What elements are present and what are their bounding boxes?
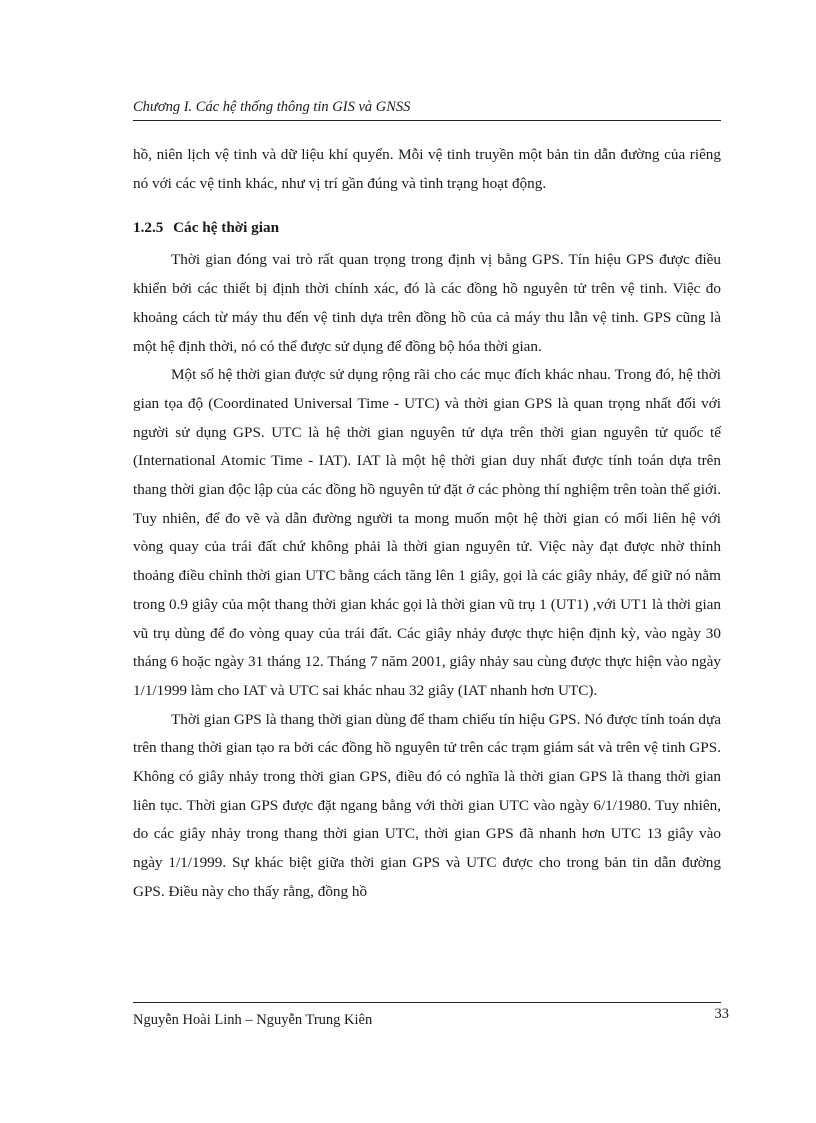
page-footer [133,1002,729,1033]
page-number: 33 [714,1006,729,1022]
running-header-title: Chương I. Các hệ thống thông tin GIS và GNSS [133,99,411,115]
paragraph: Thời gian GPS là thang thời gian dùng để tham chiếu tín hiệu GPS. Nó được tính toán dựa trên thang thời gian tạo ra bởi các đồng hồ nguyên tử trên các trạm giám sát và trên vệ tinh GPS. Không có giây nhảy trong thời gian GPS, điều đó có nghĩa là thời gian GPS là thang thời gian liên tục. Thời gian GPS được đặt ngang bằng với thời gian UTC vào ngày 6/1/1980. Tuy nhiên, do các giây nhảy trong thang thời gian UTC, thời gian GPS đã nhanh hơn UTC 13 giây vào ngày 1/1/1999. Sự khác biệt giữa thời gian GPS và UTC được cho trong bản tin dẫn đường GPS. Điều này cho thấy rằng, đồng hồ [133,710,721,900]
section-number: 1.2.5 [133,219,164,237]
page-content [133,141,721,907]
page-header [133,96,721,121]
section-title: Các hệ thời gian [173,219,280,237]
section-heading [133,216,721,240]
paragraph: Thời gian đóng vai trò rất quan trọng trong định vị bằng GPS. Tín hiệu GPS được điều khiển bởi các thiết bị định thời chính xác, đó là các đồng hồ nguyên tử trên vệ tinh. Việc đo khoảng cách từ máy thu đến vệ tinh dựa trên đồng hồ của cả máy thu lẫn vệ tinh. GPS cũng là một hệ định thời, nó có thể được sử dụng để đồng bộ hóa thời gian. [133,251,721,355]
paragraph: Một số hệ thời gian được sử dụng rộng rãi cho các mục đích khác nhau. Trong đó, hệ thời gian tọa độ (Coordinated Universal Time - UTC) và thời gian GPS là quan trọng nhất đối với người sử dụng GPS. UTC là hệ thời gian nguyên tử dựa trên thời gian nguyên tử quốc tế (International Atomic Time - IAT). IAT là một hệ thời gian duy nhất được tính toán dựa trên thang thời gian độc lập của các đồng hồ nguyên tử đặt ở các phòng thí nghiệm trên toàn thế giới. Tuy nhiên, để đo vẽ và dẫn đường người ta mong muốn một hệ thời gian có mối liên hệ với vòng quay của trái đất chứ không phải là thời gian nguyên tử. Việc này đạt được nhờ thỉnh thoảng điều chỉnh thời gian UTC bằng cách tăng lên 1 giây, gọi là các giây nhảy, để giữ nó nằm trong 0.9 giây của một thang thời gian khác gọi là thời gian vũ trụ 1 (UT1) ,với UT1 là thời gian vũ trụ dùng để đo vòng quay của trái đất. Các giây nhảy được thực hiện định kỳ, vào ngày 30 tháng 6 hoặc ngày 31 tháng 12. Tháng 7 năm 2001, giây nhảy sau cùng được thực hiện vào ngày 1/1/1999 làm cho IAT và UTC sai khác nhau 32 giây (IAT nhanh hơn UTC). [133,366,721,699]
footer-authors: Nguyễn Hoài Linh – Nguyễn Trung Kiên [133,1012,373,1028]
continuation-paragraph: hồ, niên lịch vệ tinh và dữ liệu khí quyển. Mỗi vệ tinh truyền một bản tin dẫn đường của riêng nó với các vệ tinh khác, như vị trí gần đúng và tình trạng hoạt động. [133,146,721,192]
